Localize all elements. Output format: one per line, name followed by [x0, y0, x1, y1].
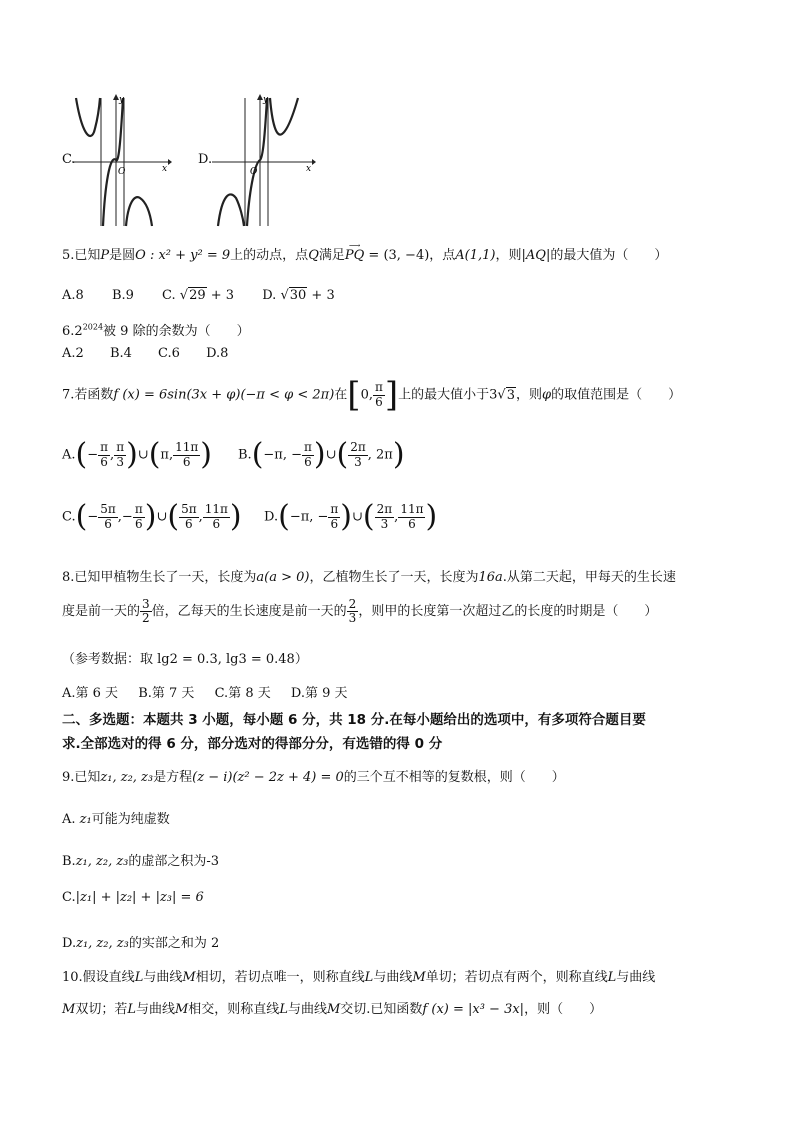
question-8-reference: （参考数据：取 lg2 = 0.3, lg3 = 0.48） — [62, 652, 308, 667]
curve-branch — [126, 197, 152, 226]
question-8-line-1: 8.已知甲植物生长了一天，长度为a(a > 0)，乙植物生长了一天，长度为16a.从第二天起，甲每天的生长速 — [62, 570, 676, 585]
vector-pq: ⟶ PQ — [344, 241, 365, 263]
question-6-stem: $6.2^{2024}$被 9 除的余数为（ ） — [62, 322, 250, 339]
y-axis-label: y — [119, 95, 125, 105]
option-a: A.第 6 天 — [62, 686, 119, 701]
option-a: A.8 — [62, 288, 84, 303]
curve-branch — [218, 194, 244, 226]
option-c: C.6 — [158, 346, 180, 361]
option-c: C. √29 + 3 — [162, 288, 235, 303]
curve-branch — [270, 98, 298, 135]
origin-label: O — [250, 167, 258, 177]
question-10-line-1: 10.假设直线L与曲线M相切，若切点唯一，则称直线L与曲线M单切；若切点有两个，则称直线L与曲线 — [62, 970, 656, 985]
x-axis-label: x — [162, 164, 168, 174]
option-b: B.9 — [111, 288, 134, 303]
question-7-stem: 7.若函数f (x) = 6sin(3x + φ)(−π < φ < 2π)在[0, $\frac{\pi}{6}$ ]上的最大值小于3√3，则φ的取值范围是（ ） — [62, 375, 682, 415]
question-6-options — [62, 346, 228, 361]
question-9-option-d: D.z₁, z₂, z₃的实部之和为 2 — [62, 936, 220, 951]
origin-label: O — [118, 167, 126, 177]
question-5-options — [62, 288, 335, 303]
question-9-stem: 9.已知z₁, z₂, z₃是方程(z − i)(z² − 2z + 4) = 0的三个互不相等的复数根，则（ ） — [62, 770, 565, 785]
option-d: D.8 — [206, 346, 229, 361]
x-axis-label: x — [306, 164, 312, 174]
section-2-heading-line-2: 求.全部选对的得 6 分，部分选对的得部分分，有选错的得 0 分 — [62, 736, 443, 752]
option-b: B.4 — [109, 346, 132, 361]
option-d-label: D. — [198, 152, 213, 167]
graph-c — [72, 94, 172, 228]
question-9-option-c: C.|z₁| + |z₂| + |z₃| = 6 — [62, 890, 204, 905]
option-d: D.第 9 天 — [290, 686, 348, 701]
question-10-line-2: M双切；若L与曲线M相交，则称直线L与曲线M交切.已知函数f (x) = |x³ − 3x|，则（ ） — [62, 1002, 603, 1017]
option-a: A.2 — [62, 346, 84, 361]
question-7-option-c: C.(− $\frac{5\pi}{6}$ ,− $\frac{\pi}{6}$ )∪( $\frac{5\pi}{6}$ , $\frac{11\pi}{6}$ ) — [62, 499, 242, 534]
question-7-option-b: B.(−π, − $\frac{\pi}{6}$ )∪( $\frac{2\pi}{3}$ , 2π) — [238, 437, 405, 472]
question-7-option-a: A.(− $\frac{\pi}{6}$ , $\frac{\pi}{3}$ )∪(π, $\frac{11\pi}{6}$ ) — [62, 437, 212, 472]
question-5-stem: 5.已知P是圆O : x² + y² = 9上的动点，点Q满足 ⟶ PQ = (3, −4)，点A(1,1)，则|AQ|的最大值为（ ） — [62, 241, 668, 263]
option-d: D. √30 + 3 — [262, 288, 335, 303]
question-9-option-b: B.z₁, z₂, z₃的虚部之积为-3 — [62, 854, 220, 869]
option-c-label: C. — [62, 152, 76, 167]
question-9-option-a: A. z₁可能为纯虚数 — [62, 812, 170, 827]
question-7-option-d: D.(−π, − $\frac{\pi}{6}$ )∪( $\frac{2\pi}{3}$ , $\frac{11\pi}{6}$ ) — [264, 499, 438, 534]
option-c: C.第 8 天 — [214, 686, 271, 701]
graph-d — [212, 94, 318, 228]
y-axis-label: y — [263, 95, 269, 105]
section-2-heading-line-1: 二、多选题：本题共 3 小题，每小题 6 分，共 18 分.在每小题给出的选项中，有多项符合题目要 — [62, 712, 646, 728]
curve-branch — [76, 98, 100, 136]
question-8-options — [62, 682, 348, 701]
option-b: B.第 7 天 — [138, 686, 195, 701]
question-8-line-2: 度是前一天的 $\frac{3}{2}$ 倍，乙每天的生长速度是前一天的 $\frac{2}{3}$ ，则甲的长度第一次超过乙的长度的时期是（ ） — [62, 597, 658, 626]
